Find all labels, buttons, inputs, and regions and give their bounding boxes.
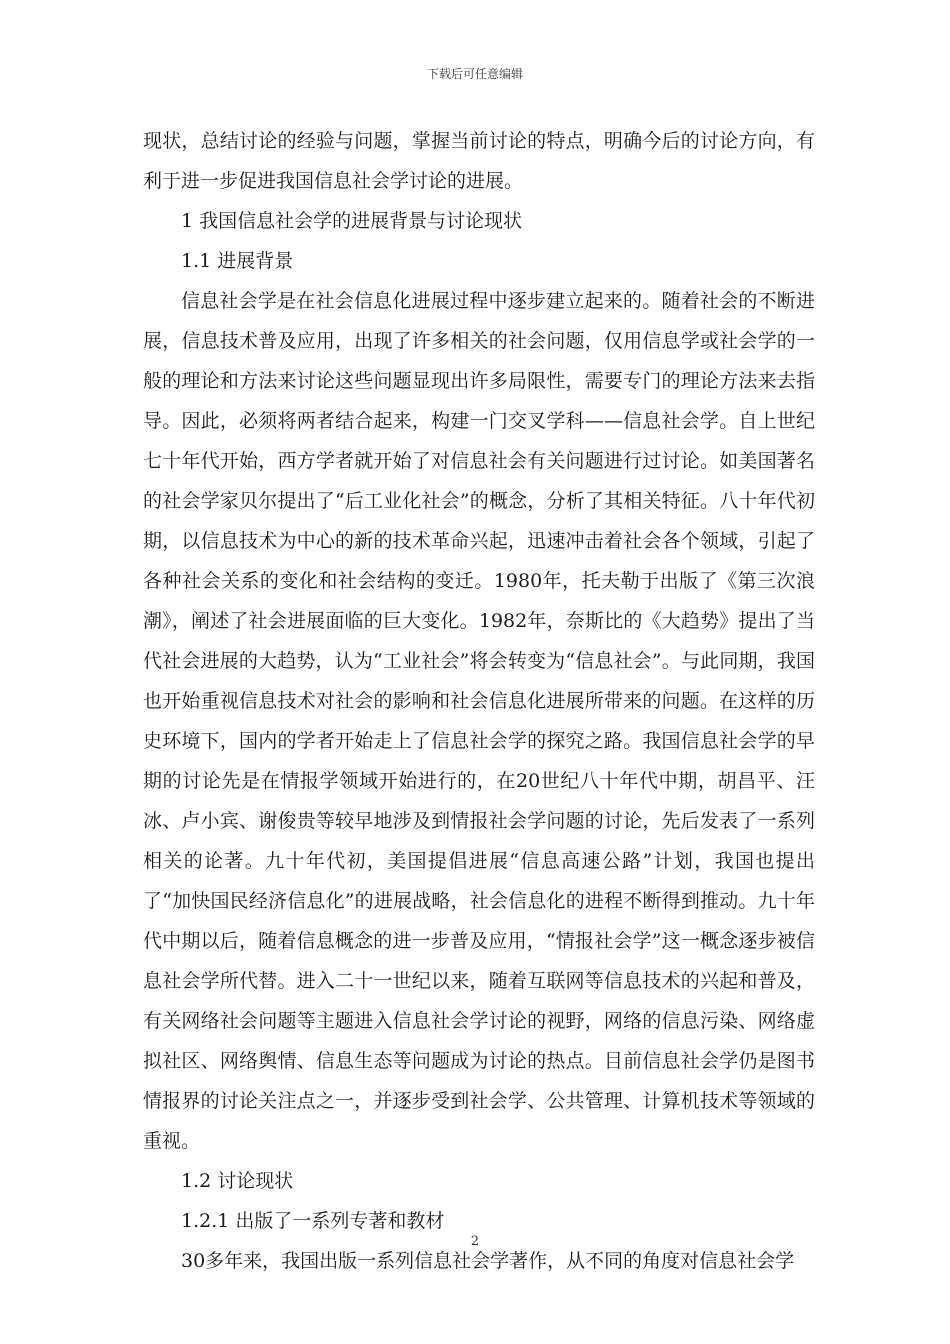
document-body: [143, 121, 815, 1281]
section-heading-1-2: 1.2 讨论现状: [181, 1170, 294, 1192]
paragraph-background: 信息社会学是在社会信息化进展过程中逐步建立起来的。随着社会的不断进展，信息技术普及应用，出现了许多相关的社会问题，仅用信息学或社会学的一般的理论和方法来讨论这些问题显现出许多局限性，需要专门的理论方法来去指导。因此，必须将两者结合起来，构建一门交叉学科——信息社会学。自上世纪七十年代开始，西方学者就开始了对信息社会有关问题进行过讨论。如美国著名的社会学家贝尔提出了“后工业化社会”的概念，分析了其相关特征。八十年代初期，以信息技术为中心的新的技术革命兴起，迅速冲击着社会各个领域，引起了各种社会关系的变化和社会结构的变迁。1980年，托夫勒于出版了《第三次浪潮》，阐述了社会进展面临的巨大变化。1982年，奈斯比的《大趋势》提出了当代社会进展的大趋势，认为“工业社会”将会转变为“信息社会”。与此同期，我国也开始重视信息技术对社会的影响和社会信息化进展所带来的问题。在这样的历史环境下，国内的学者开始走上了信息社会学的探究之路。我国信息社会学的早期的讨论先是在情报学领域开始进行的，在20世纪八十年代中期，胡昌平、汪冰、卢小宾、谢俊贵等较早地涉及到情报社会学问题的讨论，先后发表了一系列相关的论著。九十年代初，美国提倡进展“信息高速公路”计划，我国也提出了“加快国民经济信息化”的进展战略，社会信息化的进程不断得到推动。九十年代中期以后，随着信息概念的进一步普及应用，“情报社会学”这一概念逐步被信息社会学所代替。进入二十一世纪以来，随着互联网等信息技术的兴起和普及，有关网络社会问题等主题进入信息社会学讨论的视野，网络的信息污染、网络虚拟社区、网络舆情、信息生态等问题成为讨论的热点。目前信息社会学仍是图书情报界的讨论关注点之一，并逐步受到社会学、公共管理、计算机技术等领域的重视。: [143, 290, 815, 1152]
section-heading-1: 1 我国信息社会学的进展背景与讨论现状: [181, 210, 523, 232]
section-heading-1-1: 1.1 进展背景: [181, 250, 294, 272]
paragraph-continuation: 现状，总结讨论的经验与问题，掌握当前讨论的特点，明确今后的讨论方向，有利于进一步促进我国信息社会学讨论的进展。: [143, 130, 815, 192]
section-heading-1-2-1: 1.2.1 出版了一系列专著和教材: [181, 1210, 445, 1232]
page-header: 下载后可任意编辑: [426, 67, 523, 81]
page-number: 2: [470, 1234, 480, 1249]
paragraph-publications: 30多年来，我国出版一系列信息社会学著作，从不同的角度对信息社会学: [181, 1250, 795, 1272]
